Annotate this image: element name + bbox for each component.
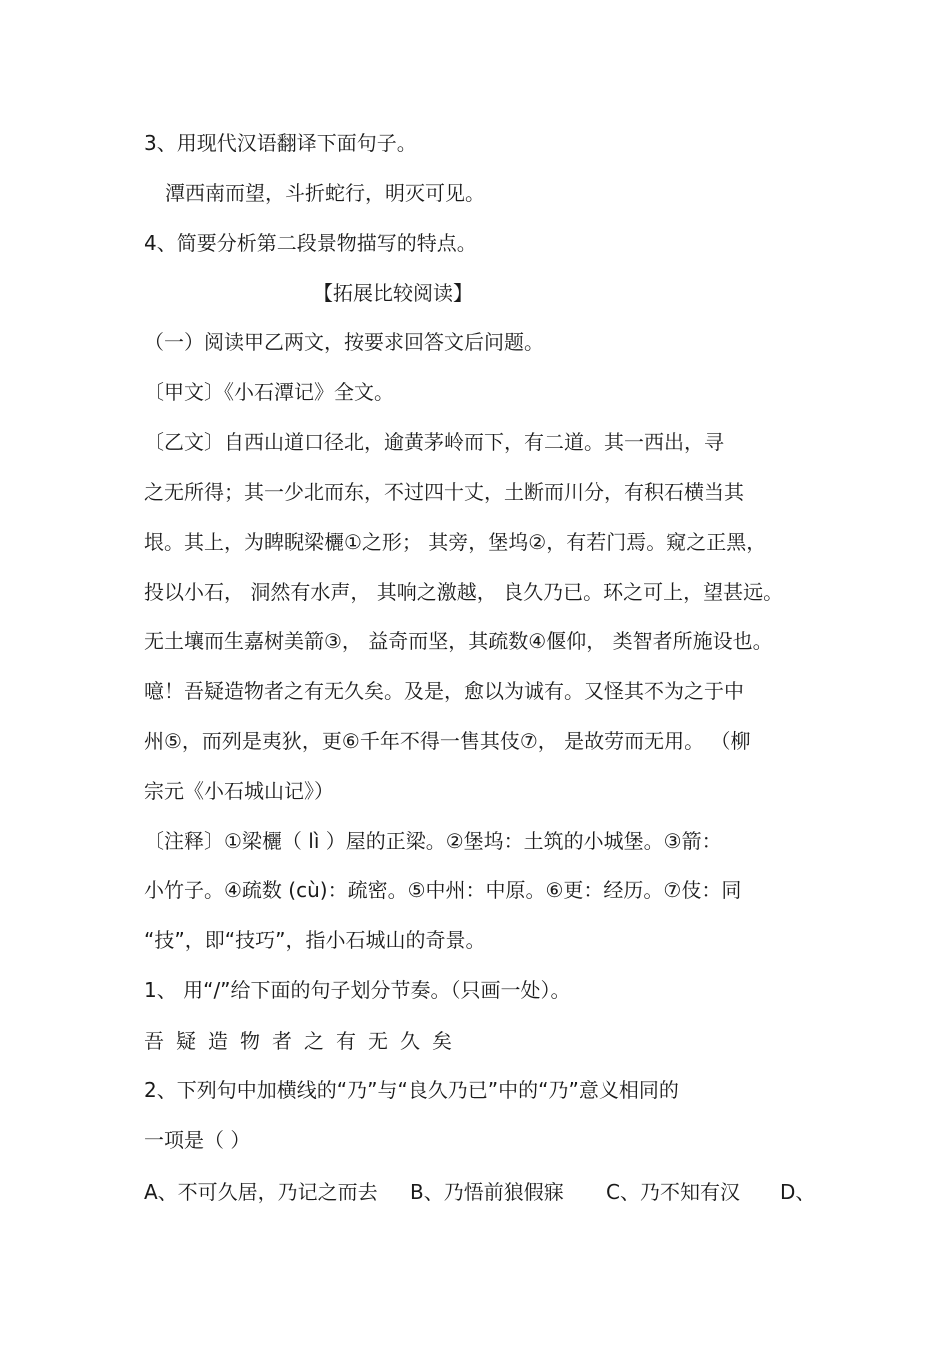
- text-b-source: 宗元《小石城山记》）: [144, 779, 334, 803]
- text-b-line: 垠。其上，为睥睨梁欐①之形； 其旁，堡坞②，有若门焉。窥之正黑，: [144, 530, 767, 554]
- text-b-line: 之无所得；其一少北而东，不过四十丈，土断而川分，有积石横当其: [144, 480, 744, 504]
- question-3-sentence: 潭西南而望，斗折蛇行，明灭可见。: [165, 181, 485, 205]
- sub-question-2: 2、下列句中加横线的“乃”与“良久乃已”中的“乃”意义相同的: [144, 1078, 679, 1102]
- text-b-line: 投以小石， 洞然有水声， 其响之激越， 良久乃已。环之可上，望甚远。: [144, 580, 784, 604]
- text-b-line: 州⑤，而列是夷狄，更⑥千年不得一售其伎⑦， 是故劳而无用。 （柳: [144, 729, 751, 753]
- section-heading: 【拓展比较阅读】: [313, 281, 473, 305]
- option-d: D、: [780, 1180, 816, 1204]
- sub-question-1: 1、 用“/”给下面的句子划分节奏。（只画一处）。: [144, 978, 571, 1002]
- option-a: A、不可久居，乃记之而去: [144, 1180, 378, 1204]
- notes-line: “技”，即“技巧”，指小石城山的奇景。: [144, 928, 486, 952]
- question-4: 4、简要分析第二段景物描写的特点。: [144, 231, 477, 255]
- text-b-line: 噫！吾疑造物者之有无久矣。及是，愈以为诚有。又怪其不为之于中: [144, 679, 744, 703]
- text-b-line: 〔乙文〕自西山道口径北，逾黄茅岭而下，有二道。其一西出，寻: [144, 430, 724, 454]
- notes-line: 小竹子。④疏数 (cù)：疏密。⑤中州：中原。⑥更：经历。⑦伎：同: [144, 878, 742, 902]
- part-one-instruction: （一）阅读甲乙两文，按要求回答文后问题。: [144, 330, 544, 354]
- option-b: B、乃悟前狼假寐: [410, 1180, 564, 1204]
- text-b-line: 无土壤而生嘉树美箭③， 益奇而坚，其疏数④偃仰， 类智者所施设也。: [144, 629, 773, 653]
- sub-question-1-sentence: 吾疑造物者之有无久矣: [144, 1029, 464, 1053]
- option-c: C、乃不知有汉: [606, 1180, 740, 1204]
- text-a-label: 〔甲文〕《小石潭记》全文。: [144, 380, 394, 404]
- question-3: 3、用现代汉语翻译下面句子。: [144, 131, 417, 155]
- notes-line: 〔注释〕①梁欐（ lì ）屋的正梁。②堡坞：土筑的小城堡。③箭：: [144, 829, 722, 853]
- sub-question-2-cont: 一项是（ ）: [144, 1128, 251, 1152]
